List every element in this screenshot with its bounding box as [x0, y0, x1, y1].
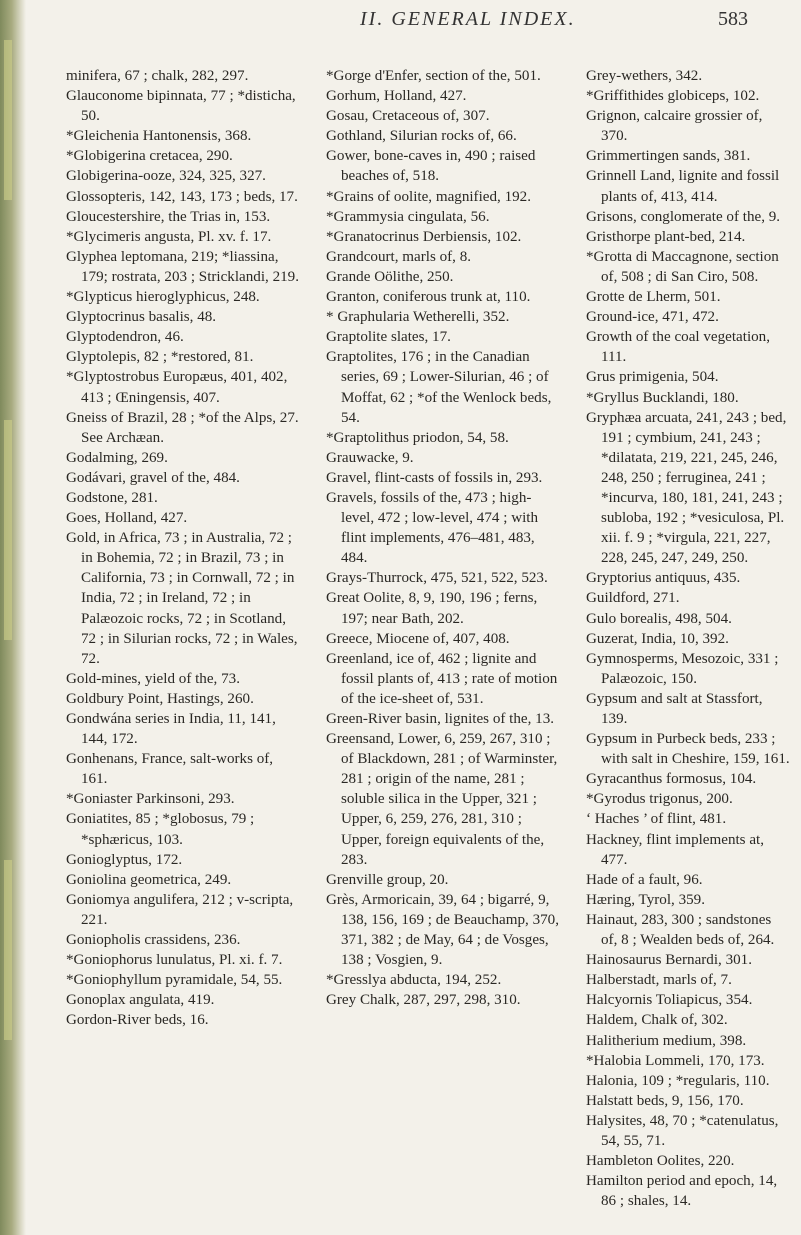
index-entry: Globigerina-ooze, 324, 325, 327.	[66, 168, 266, 185]
index-entry: Gower, bone-caves in, 490 ; raised beaches of, 518.	[326, 148, 536, 185]
index-entry: Grisons, conglomerate of the, 9.	[586, 208, 781, 225]
index-entry: Gypsum in Purbeck beds, 233 ; with salt in Cheshire, 159, 161.	[586, 731, 790, 768]
index-entry: Glyphea leptomana, 219; *liassina, 179; rostrata, 203 ; Stricklandi, 219.	[66, 248, 299, 285]
index-entry: Hæring, Tyrol, 359.	[586, 891, 705, 908]
index-entry: Greece, Miocene of, 407, 408.	[326, 630, 510, 647]
page-number: 583	[718, 8, 748, 30]
index-entry: Ground-ice, 471, 472.	[586, 309, 719, 326]
index-entry: Graptolite slates, 17.	[326, 329, 451, 346]
index-entry: Goniomya angulifera, 212 ; v-scripta, 221.	[66, 891, 294, 928]
index-entry: Green-River basin, lignites of the, 13.	[326, 711, 555, 727]
index-entry: Guzerat, India, 10, 392.	[586, 630, 729, 647]
index-entry: *Gyrodus trigonus, 200.	[586, 791, 733, 808]
index-entry: *Gryllus Bucklandi, 180.	[586, 389, 739, 406]
index-entry: Gothland, Silurian rocks of, 66.	[326, 128, 517, 145]
index-entry: Hainosaurus Bernardi, 301.	[586, 952, 752, 969]
index-entry: Gonoplax angulata, 419.	[66, 992, 215, 1009]
index-entry: Goniolina geometrica, 249.	[66, 871, 232, 888]
index-entry: Glauconome bipinnata, 77 ; *disticha, 50.	[66, 88, 296, 125]
index-entry: Grignon, calcaire grossier of, 370.	[586, 108, 763, 145]
index-entry: Halysites, 48, 70 ; *catenulatus, 54, 55, 71.	[586, 1112, 779, 1149]
index-entry: Hade of a fault, 96.	[586, 871, 703, 888]
index-column-3	[586, 66, 791, 1211]
index-entry: Halstatt beds, 9, 156, 170.	[586, 1092, 744, 1109]
index-entry: Gulo borealis, 498, 504.	[586, 610, 732, 627]
index-entry: Hackney, flint implements at, 477.	[586, 831, 764, 868]
index-entry: Gyracanthus formosus, 104.	[586, 771, 757, 788]
index-entry: Grande Oölithe, 250.	[326, 268, 454, 285]
index-entry: Gold, in Africa, 73 ; in Australia, 72 ; in Bohemia, 72 ; in Brazil, 73 ; in California, 73 ; in Cornwall, 72 ; in India, 72 ; in Ireland, 72 ; in Palæozoic rocks, 72 ; in Scotland, 72 ; in Silurian rocks, 72 ; in Wales, 72.	[66, 530, 298, 667]
edge-streak	[4, 40, 12, 200]
index-entry: Guildford, 271.	[586, 590, 680, 607]
index-entry: Grenville group, 20.	[326, 871, 449, 888]
index-entry: *Grammysia cingulata, 56.	[326, 208, 490, 225]
index-entry: Gristhorpe plant-bed, 214.	[586, 228, 746, 245]
index-entry: *Grains of oolite, magnified, 192.	[326, 188, 531, 205]
index-entry: *Griffithides globiceps, 102.	[586, 88, 760, 105]
index-entry: Hamilton period and epoch, 14, 86 ; shales, 14.	[586, 1173, 778, 1210]
index-entry: Haldem, Chalk of, 302.	[586, 1012, 728, 1029]
index-entry: Great Oolite, 8, 9, 190, 196 ; ferns, 197; near Bath, 202.	[326, 590, 538, 627]
index-entry: Growth of the coal vegetation, 111.	[586, 329, 770, 366]
index-entry: Gondwána series in India, 11, 141, 144, 172.	[66, 711, 276, 748]
index-entry: Halitherium medium, 398.	[586, 1032, 747, 1049]
index-entry: *Glycimeris angusta, Pl. xv. f. 17.	[66, 228, 272, 245]
index-entry: *Glyptostrobus Europæus, 401, 402, 413 ; Œningensis, 407.	[66, 369, 288, 406]
index-entry: Glossopteris, 142, 143, 173 ; beds, 17.	[66, 188, 298, 205]
index-entry: Halberstadt, marls of, 7.	[586, 972, 732, 989]
index-entry: ‘ Haches ’ of flint, 481.	[586, 811, 727, 828]
index-entry: Graptolites, 176 ; in the Canadian series, 69 ; Lower-Silurian, 46 ; of Moffat, 62 ; *of the Wenlock beds, 54.	[326, 349, 552, 426]
index-entry: Grauwacke, 9.	[326, 449, 414, 466]
index-entry: *Gorge d'Enfer, section of the, 501.	[326, 68, 541, 84]
index-entry: Gymnosperms, Mesozoic, 331 ; Palæozoic, 150.	[586, 650, 779, 687]
index-entry: Grays-Thurrock, 475, 521, 522, 523.	[326, 570, 548, 587]
index-entry: minifera, 67 ; chalk, 282, 297.	[66, 68, 249, 84]
edge-streak	[4, 860, 12, 1040]
index-entry: Gryptorius antiquus, 435.	[586, 570, 741, 587]
index-entry: Gravel, flint-casts of fossils in, 293.	[326, 469, 543, 486]
index-entry: Goes, Holland, 427.	[66, 510, 188, 527]
edge-streak	[4, 420, 12, 640]
index-entry: *Goniophorus lunulatus, Pl. xi. f. 7.	[66, 952, 283, 969]
index-entry: Granton, coniferous trunk at, 110.	[326, 289, 531, 306]
index-entry: Glyptolepis, 82 ; *restored, 81.	[66, 349, 254, 366]
index-entry: Godalming, 269.	[66, 449, 168, 466]
index-entry: * Graphularia Wetherelli, 352.	[326, 309, 510, 326]
index-entry: Halcyornis Toliapicus, 354.	[586, 992, 753, 1009]
index-entry: Glyptocrinus basalis, 48.	[66, 309, 217, 326]
index-entry: Godávari, gravel of the, 484.	[66, 469, 240, 486]
index-entry: Grandcourt, marls of, 8.	[326, 248, 472, 265]
index-column-2	[326, 66, 562, 1010]
page-header	[0, 0, 801, 40]
index-entry: Gloucestershire, the Trias in, 153.	[66, 208, 271, 225]
index-entry: Gonhenans, France, salt-works of, 161.	[66, 751, 274, 788]
index-entry: Gravels, fossils of the, 473 ; high-level, 472 ; low-level, 474 ; with flint implements, 476–481, 483, 484.	[326, 489, 539, 567]
index-entry: *Graptolithus priodon, 54, 58.	[326, 429, 509, 446]
index-entry: Gordon-River beds, 16.	[66, 1012, 209, 1029]
index-entry: Glyptodendron, 46.	[66, 329, 184, 346]
index-entry: Gold-mines, yield of the, 73.	[66, 670, 240, 687]
index-entry: Greensand, Lower, 6, 259, 267, 310 ; of Blackdown, 281 ; of Warminster, 281 ; origin of the name, 281 ; soluble silica in the Upper, 321 ; Upper, 6, 259, 276, 281, 310 ; Upper, foreign equivalents of the, 283.	[326, 731, 558, 868]
index-entry: Goniatites, 85 ; *globosus, 79 ; *sphæricus, 103.	[66, 811, 255, 848]
index-entry: Hainaut, 283, 300 ; sandstones of, 8 ; Wealden beds of, 264.	[586, 911, 775, 949]
index-entry: Gryphæa arcuata, 241, 243 ; bed, 191 ; cymbium, 241, 243 ; *dilatata, 219, 221, 245, 246, 248, 250 ; ferruginea, 241 ; *incurva, 180, 181, 241, 243 ; subloba, 192 ; *vesiculosa, Pl. xii. f. 9 ; *virgula, 221, 227, 228, 245, 247, 249, 250.	[586, 409, 787, 567]
index-entry: *Glypticus hieroglyphicus, 248.	[66, 289, 260, 306]
index-entry: Grey-wethers, 342.	[586, 68, 703, 84]
index-entry: Gosau, Cretaceous of, 307.	[326, 108, 490, 125]
index-entry: Goldbury Point, Hastings, 260.	[66, 690, 254, 707]
running-title: II. GENERAL INDEX.	[360, 8, 576, 30]
index-entry: *Gleichenia Hantonensis, 368.	[66, 128, 252, 145]
index-entry: Grès, Armoricain, 39, 64 ; bigarré, 9, 138, 156, 169 ; de Beauchamp, 370, 371, 382 ; de May, 64 ; de Vosges, 138 ; Vosgien, 9.	[326, 891, 559, 969]
index-entry: Gorhum, Holland, 427.	[326, 88, 467, 105]
index-entry: Hambleton Oolites, 220.	[586, 1153, 735, 1170]
index-entry: *Goniophyllum pyramidale, 54, 55.	[66, 972, 283, 989]
index-entry: Grus primigenia, 504.	[586, 369, 719, 386]
index-entry: *Granatocrinus Derbiensis, 102.	[326, 228, 522, 245]
index-entry: Halonia, 109 ; *regularis, 110.	[586, 1072, 770, 1089]
index-entry: Grinnell Land, lignite and fossil plants of, 413, 414.	[586, 168, 780, 205]
index-entry: *Halobia Lommeli, 170, 173.	[586, 1052, 765, 1069]
index-entry: Grimmertingen sands, 381.	[586, 148, 751, 165]
index-entry: Gneiss of Brazil, 28 ; *of the Alps, 27. See Archæan.	[66, 409, 299, 446]
index-entry: Godstone, 281.	[66, 489, 158, 506]
index-entry: Grotte de Lherm, 501.	[586, 289, 721, 306]
index-column-1	[66, 66, 302, 1031]
index-entry: Greenland, ice of, 462 ; lignite and fossil plants of, 413 ; rate of motion of the ice-sheet of, 531.	[326, 650, 558, 707]
index-entry: Gypsum and salt at Stassfort, 139.	[586, 690, 763, 727]
index-entry: *Grotta di Maccagnone, section of, 508 ; di San Ciro, 508.	[586, 248, 779, 285]
index-entry: Grey Chalk, 287, 297, 298, 310.	[326, 992, 521, 1009]
index-entry: *Goniaster Parkinsoni, 293.	[66, 791, 235, 808]
index-entry: *Globigerina cretacea, 290.	[66, 148, 233, 165]
index-entry: Goniopholis crassidens, 236.	[66, 932, 241, 949]
page-edge-shadow	[0, 0, 26, 1235]
index-entry: *Gresslya abducta, 194, 252.	[326, 972, 502, 989]
index-entry: Gonioglyptus, 172.	[66, 851, 183, 868]
